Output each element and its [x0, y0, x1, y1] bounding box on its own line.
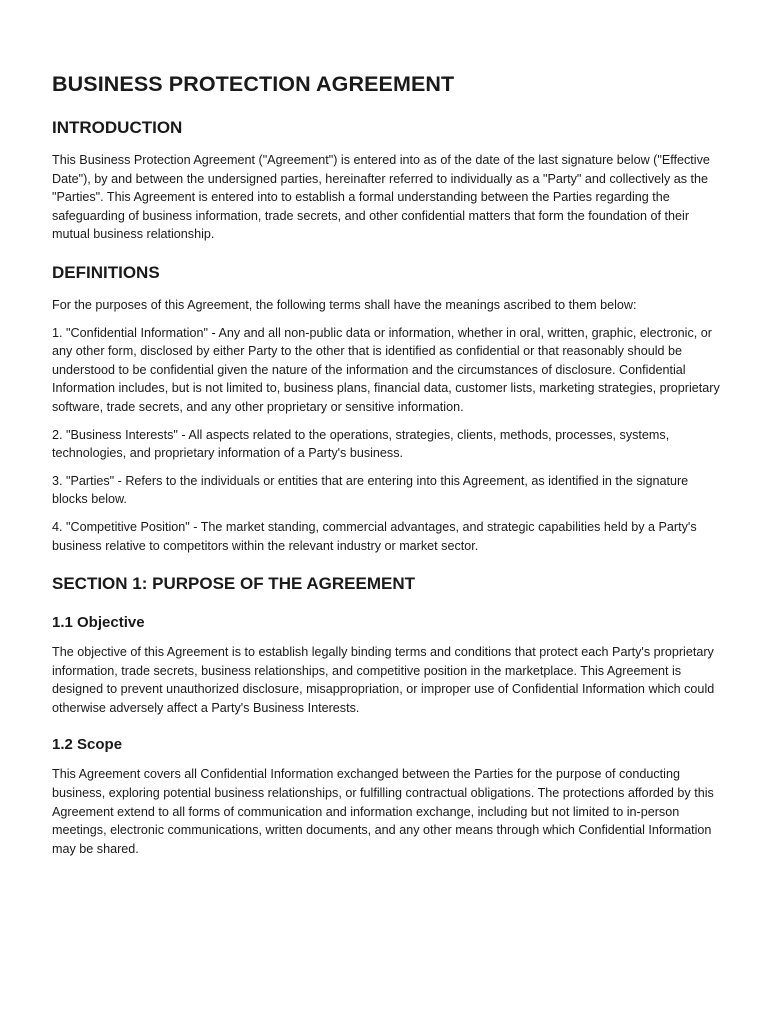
definitions-intro: For the purposes of this Agreement, the following terms shall have the meanings ascribed to them below:: [52, 297, 637, 312]
section-1-heading: SECTION 1: PURPOSE OF THE AGREEMENT: [52, 574, 416, 594]
document-title: BUSINESS PROTECTION AGREEMENT: [52, 72, 455, 96]
definitions-heading: DEFINITIONS: [52, 262, 160, 282]
introduction-heading: INTRODUCTION: [52, 118, 183, 137]
definition-item-parties: 3. "Parties" - Refers to the individuals or entities that are entering into this Agreement, as identified in the signature blocks below.: [52, 473, 689, 507]
scope-heading: 1.2 Scope: [52, 736, 123, 754]
definition-item-competitive-position: 4. "Competitive Position" - The market standing, commercial advantages, and strategic capabilities held by a Party's business relative to competitors within the relevant industry or market sector.: [52, 519, 697, 553]
objective-text: The objective of this Agreement is to establish legally binding terms and conditions that protect each Party's proprietary information, trade secrets, business relationships, and competitive position in the marketplace. This Agreement is designed to prevent unauthorized disclosure, misappropriation, or improper use of Confidential Information which could otherwise adversely affect a Party's Business Interests.: [52, 645, 715, 715]
objective-heading: 1.1 Objective: [52, 614, 145, 632]
definition-item-business-interests: 2. "Business Interests" - All aspects related to the operations, strategies, clients, methods, processes, systems, technologies, and proprietary information of a Party's business.: [52, 427, 670, 461]
scope-text: This Agreement covers all Confidential Information exchanged between the Parties for the purpose of conducting business, exploring potential business relationships, or fulfilling contractual obligations. The protections afforded by this Agreement extend to all forms of communication and information exchange, including but not limited to in-person meetings, electronic communications, written documents, and any other means through which Confidential Information may be shared.: [52, 767, 714, 856]
definition-item-confidential-information: 1. "Confidential Information" - Any and all non-public data or information, whether in oral, written, graphic, electronic, or any other form, disclosed by either Party to the other that is identified as confidential or that reasonably should be understood to be confidential given the nature of the information and the circumstances of disclosure. Confidential Information includes, but is not limited to, business plans, financial data, customer lists, marketing strategies, proprietary software, trade secrets, and any other proprietary or sensitive information.: [52, 325, 720, 414]
introduction-text: This Business Protection Agreement ("Agreement") is entered into as of the date of the last signature below ("Effective Date"), by and between the undersigned parties, hereinafter referred to individually as a "Party" and collectively as the "Parties". This Agreement is entered into to establish a formal understanding between the Parties regarding the safeguarding of business information, trade secrets, and other confidential matters that form the foundation of their mutual business relationship.: [52, 153, 710, 242]
